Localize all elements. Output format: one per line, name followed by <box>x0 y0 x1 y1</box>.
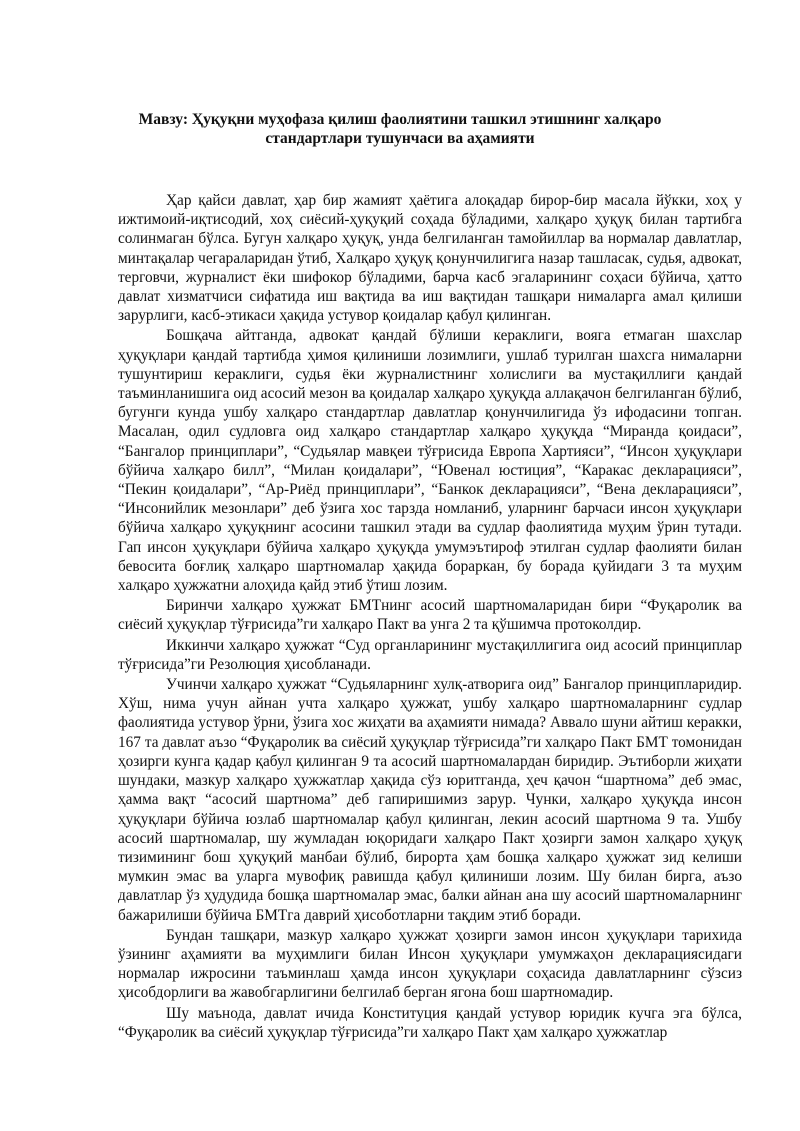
paragraph-3: Биринчи халқаро ҳужжат БМТнинг асосий шартномаларидан бири “Фуқаролик ва сиёсий ҳуқуқлар тўғрисида”ги халқаро Пакт ва унга 2 та қўшимча протоколдир. <box>118 597 742 634</box>
paragraph-1: Ҳар қайси давлат, ҳар бир жамият ҳаётига алоқадар бирор-бир масала йўкки, хоҳ у ижтимоий-иқтисодий, хоҳ сиёсий-ҳуқуқий соҳада бўладими, халқаро ҳуқуқ билан тартибга солинмаган бўлса. Бугун халқаро ҳуқуқ, унда белгиланган тамойиллар ва нормалар давлатлар, минтақалар чегараларидан ўтиб, Халқаро ҳуқуқ қонунчилигига назар ташласак, судья, адвокат, терговчи, журналист ёки шифокор бўладими, барча касб эгаларининг соҳаси бўйича, ҳатто давлат хизматчиси сифатида иш вақтида ва иш вақтидан ташқари нималарга амал қилиши зарурлиги, касб-этикаси ҳақида устувор қоидалар қабул қилинган. <box>118 192 742 325</box>
paragraph-2: Бошқача айтганда, адвокат қандай бўлиши кераклиги, вояга етмаган шахслар ҳуқуқлари қандай тартибда ҳимоя қилиниши лозимлиги, ушлаб турилган шахсга нималарни тушунтириш кераклиги, судья ёки журналистнинг холислиги ва мустақиллиги қандай таъминланишига оид асосий мезон ва қоидалар халқаро ҳуқуқда аллақачон белгиланган бўлиб, бугунги кунда ушбу халқаро стандартлар давлатлар қонунчилигида ўз ифодасини топган. Масалан, одил судловга оид халқаро стандартлар халқаро ҳуқуқда “Миранда қоидаси”, “Бангалор принциплари”, “Судьялар мавқеи тўғрисида Европа Хартияси”, “Инсон ҳуқуқлари бўйича халқаро билл”, “Милан қоидалари”, “Ювенал юстиция”, “Каракас декларацияси”, “Пекин қоидалари”, “Ар-Риёд принциплари”, “Банкок декларацияси”, “Вена декларацияси”, “Инсонийлик мезонлари” деб ўзига хос тарзда номланиб, уларнинг барчаси инсон ҳуқуқлари бўйича халқаро ҳуқуқнинг асосини ташкил этади ва судлар фаолиятида муҳим ўрин тутади. Гап инсон ҳуқуқлари бўйича халқаро ҳуқуқда умумэътироф этилган судлар фаолияти билан бевосита боғлиқ халқаро шартномалар ҳақида бораркан, бу борада қуйидаги 3 та муҳим халқаро ҳужжатни алоҳида қайд этиб ўтиш лозим. <box>118 327 742 595</box>
paragraph-6: Бундан ташқари, мазкур халқаро ҳужжат ҳозирги замон инсон ҳуқуқлари тарихида ўзининг аҳамияти ва муҳимлиги билан Инсон ҳуқуқлари умумжаҳон декларациясидаги нормалар ижросини таъминлаш ҳамда инсон ҳуқуқлари соҳасида давлатларнинг сўзсиз ҳисобдорлиги ва жавобгарлигини белгилаб берган ягона бош шартномадир. <box>118 926 742 1002</box>
document-title <box>118 110 682 148</box>
paragraph-4: Иккинчи халқаро ҳужжат “Суд органларининг мустақиллигига оид асосий принциплар тўғрисида”ги Резолюция ҳисобланади. <box>118 636 742 673</box>
title-line-1: Мавзу: Ҳуқуқни муҳофаза қилиш фаолиятини ташкил этишнинг халқаро <box>138 111 662 128</box>
paragraph-7: Шу маънода, давлат ичида Конституция қандай устувор юридик кучга эга бўлса, “Фуқаролик ва сиёсий ҳуқуқлар тўғрисида”ги халқаро Пакт ҳам халқаро ҳужжатлар <box>118 1004 742 1041</box>
document-body <box>118 191 742 1042</box>
paragraph-5: Учинчи халқаро ҳужжат “Судьяларнинг хулқ-атворига оид” Бангалор принципларидир. Хўш, нима учун айнан учта халқаро ҳужжат, ушбу халқаро шартномаларнинг судлар фаолиятида устувор ўрни, ўзига хос жиҳати ва аҳамияти нимада? Аввало шуни айтиш керакки, 167 та давлат аъзо “Фуқаролик ва сиёсий ҳуқуқлар тўғрисида”ги халқаро Пакт БМТ томонидан ҳозирги кунга қадар қабул қилинган 9 та асосий шартномалардан биридир. Эътиборли жиҳати шундаки, мазкур халқаро ҳужжатлар ҳақида сўз юритганда, ҳеч қачон “шартнома” деб эмас, ҳамма вақт “асосий шартнома” деб гапиришимиз зарур. Чунки, халқаро ҳуқуқда инсон ҳуқуқлари бўйича юзлаб шартномалар қабул қилинган, лекин асосий шартнома 9 та. Ушбу асосий шартномалар, шу жумладан юқоридаги халқаро Пакт ҳозирги замон халқаро ҳуқуқ тизимининг бош ҳуқуқий манбаи бўлиб, бирорта ҳам бошқа халқаро ҳужжат зид келиши мумкин эмас ва уларга мувофиқ равишда қабул қилиниши лозим. Шу билан бирга, аъзо давлатлар ўз ҳудудида бошқа шартномалар эмас, балки айнан ана шу асосий шартномаларнинг бажарилиши бўйича БМТга даврий ҳисоботларни тақдим этиб боради. <box>118 676 742 924</box>
title-line-2: стандартлари тушунчаси ва аҳамияти <box>265 130 535 147</box>
